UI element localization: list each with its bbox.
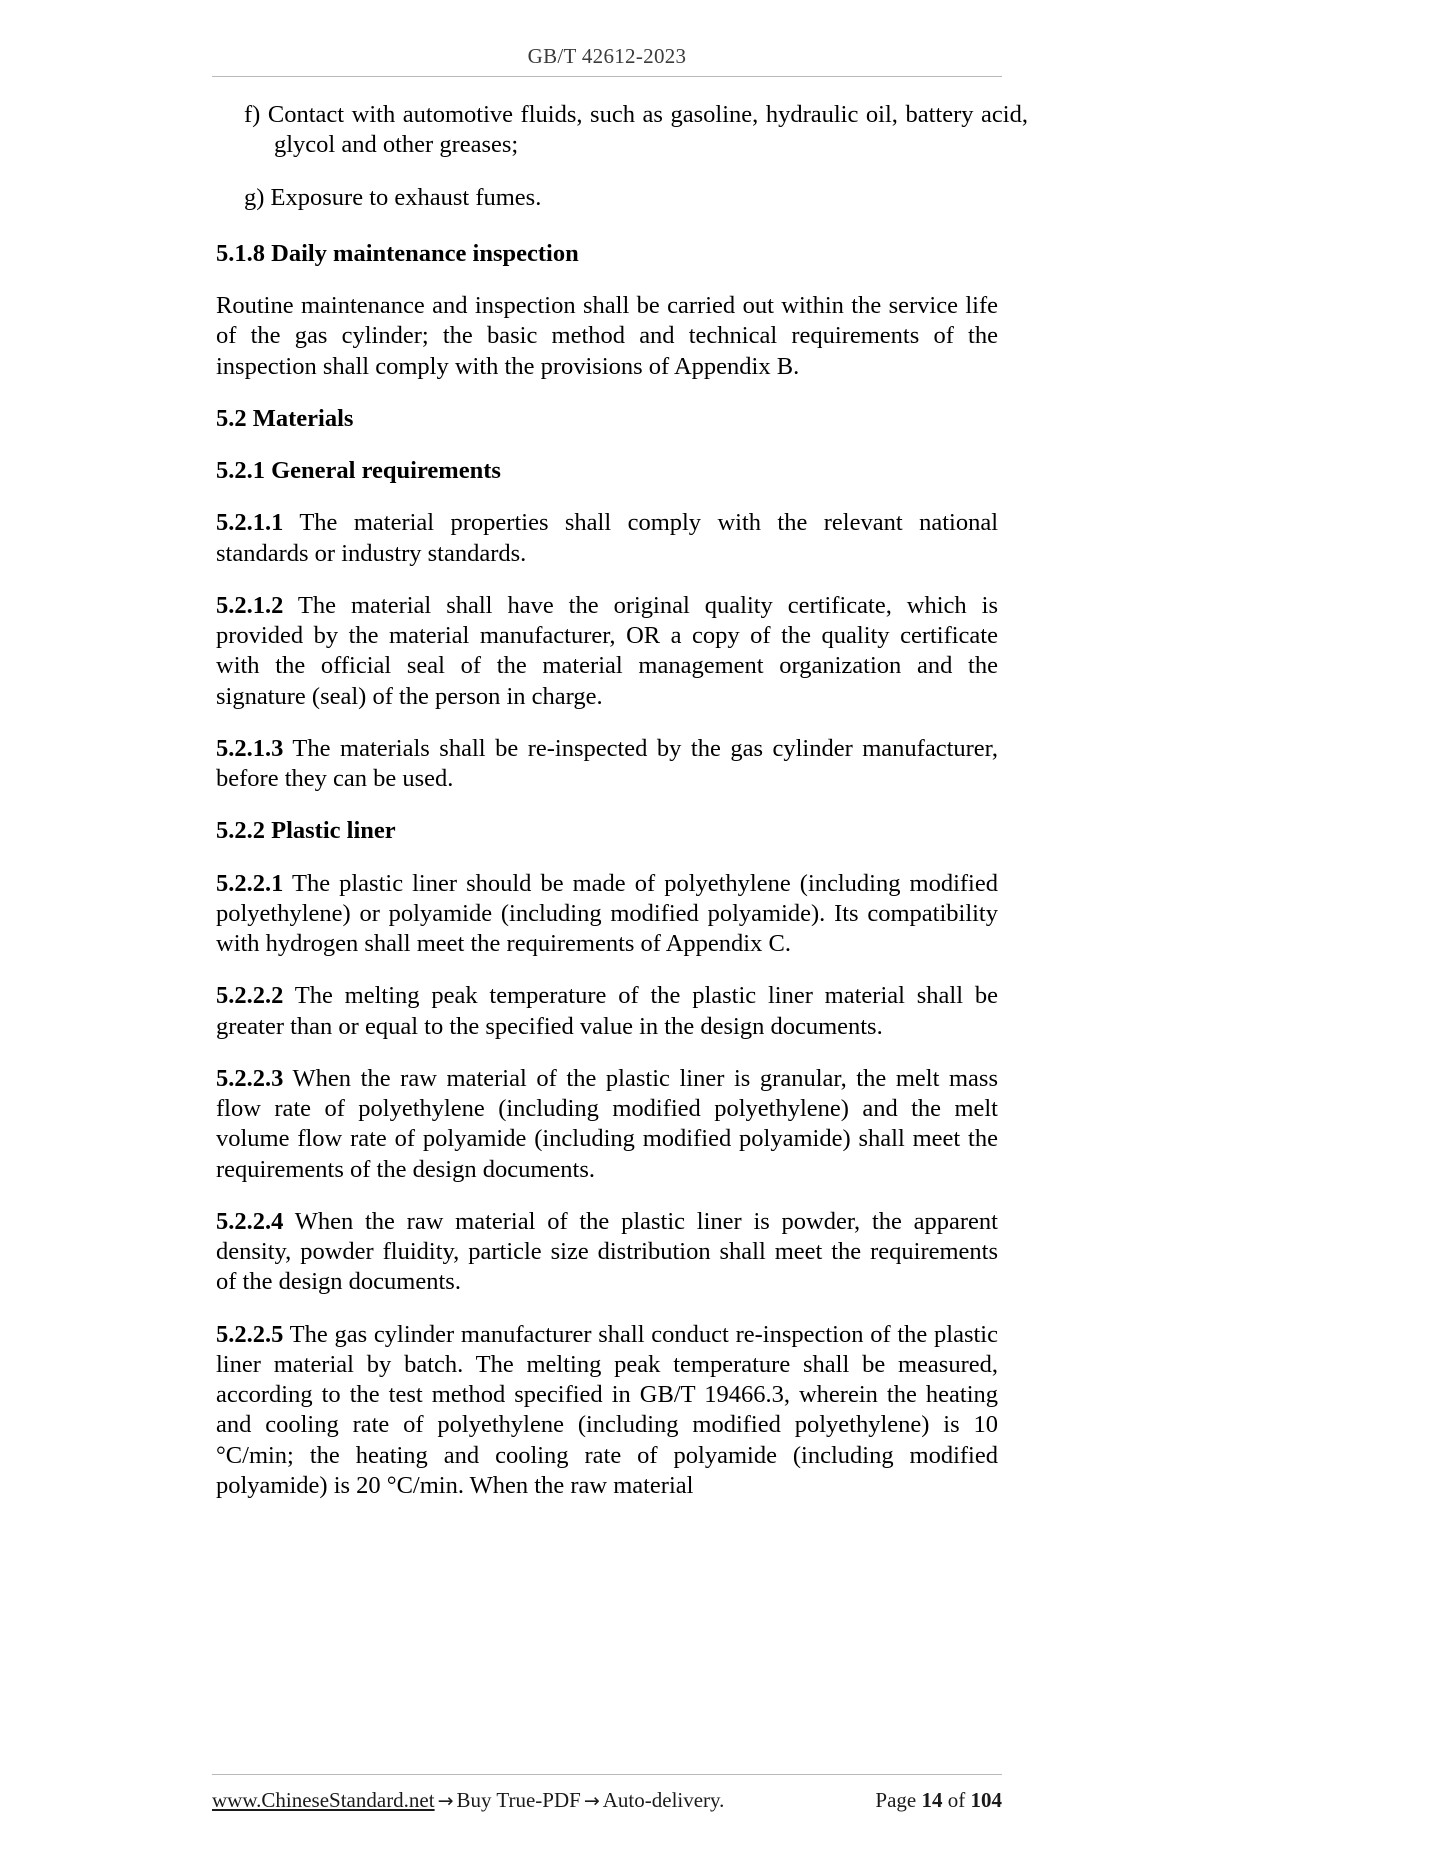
clause-number: 5.2.2.1 bbox=[216, 869, 284, 897]
clause-5-2-2-2 bbox=[216, 981, 998, 1042]
buy-label: Buy True-PDF bbox=[456, 1788, 581, 1812]
clause-number: 5.2.2.4 bbox=[216, 1207, 284, 1235]
clause-text: The gas cylinder manufacturer shall conduct re-inspection of the plastic liner material by batch. The melting peak temperature shall be measured, according to the test method specified in GB/T 19466.3, wherein the heating and cooling rate of polyethylene (including modified polyethylene) is 10 °C/min; the heating and cooling rate of polyamide (including modified polyamide) is 20 °C/min. When the raw material bbox=[216, 1320, 998, 1499]
page-total: 104 bbox=[970, 1788, 1002, 1812]
footer-promo bbox=[212, 1788, 724, 1813]
clause-text: The material properties shall comply with the relevant national standards or industry standards. bbox=[216, 509, 998, 567]
section-heading-5-2: 5.2 Materials bbox=[216, 404, 354, 432]
website-link[interactable]: www.ChineseStandard.net bbox=[212, 1788, 435, 1812]
paragraph-5-1-8: Routine maintenance and inspection shall be carried out within the service life of the gas cylinder; the basic method and technical requirements of the inspection shall comply with the provisions of Appendix B. bbox=[216, 292, 998, 380]
page-header bbox=[212, 44, 1002, 69]
clause-5-2-2-4 bbox=[216, 1207, 998, 1298]
page-of-label: of bbox=[947, 1788, 966, 1812]
delivery-label: Auto-delivery. bbox=[602, 1788, 725, 1812]
clause-number: 5.2.2.5 bbox=[216, 1320, 284, 1348]
footer-divider bbox=[212, 1774, 1002, 1775]
clause-text: When the raw material of the plastic liner is granular, the melt mass flow rate of polyethylene (including modified polyethylene) and the melt volume flow rate of polyamide (including modified polyamide) shall meet the requirements of the design documents. bbox=[216, 1064, 998, 1183]
section-heading-5-1-8: 5.1.8 Daily maintenance inspection bbox=[216, 239, 579, 267]
clause-number: 5.2.1.2 bbox=[216, 591, 284, 619]
clause-5-2-2-5 bbox=[216, 1320, 998, 1502]
clause-5-2-1-2 bbox=[216, 591, 998, 712]
clause-5-2-2-3 bbox=[216, 1064, 998, 1185]
list-item: g) Exposure to exhaust fumes. bbox=[244, 183, 542, 211]
page-indicator bbox=[875, 1788, 1002, 1813]
clause-text: When the raw material of the plastic liner is powder, the apparent density, powder fluidity, particle size distribution shall meet the requirements of the design documents. bbox=[216, 1207, 998, 1296]
section-heading-5-2-2: 5.2.2 Plastic liner bbox=[216, 817, 396, 845]
clause-5-2-1-3 bbox=[216, 734, 998, 795]
section-heading-5-2-1: 5.2.1 General requirements bbox=[216, 457, 501, 484]
clause-text: The melting peak temperature of the plastic liner material shall be greater than or equal to the specified value in the design documents. bbox=[216, 982, 998, 1040]
document-body bbox=[216, 100, 1028, 1523]
page-number: 14 bbox=[921, 1788, 943, 1812]
clause-5-2-2-1 bbox=[216, 869, 998, 960]
clause-text: The material shall have the original quality certificate, which is provided by the material manufacturer, OR a copy of the quality certificate with the official seal of the material management organization and the signature (seal) of the person in charge. bbox=[216, 591, 998, 710]
header-divider bbox=[212, 76, 1002, 77]
page-footer bbox=[212, 1788, 1002, 1813]
clause-5-2-1-1 bbox=[216, 508, 998, 569]
arrow-right-icon: → bbox=[437, 1790, 454, 1812]
page-label: Page bbox=[875, 1788, 917, 1812]
clause-number: 5.2.1.3 bbox=[216, 734, 284, 762]
arrow-right-icon: → bbox=[583, 1790, 600, 1812]
list-item: f) Contact with automotive fluids, such as gasoline, hydraulic oil, battery acid, glycol and other greases; bbox=[244, 101, 1028, 159]
clause-number: 5.2.1.1 bbox=[216, 509, 284, 537]
clause-text: The materials shall be re-inspected by the gas cylinder manufacturer, before they can be used. bbox=[216, 734, 998, 792]
clause-number: 5.2.2.2 bbox=[216, 982, 284, 1010]
clause-number: 5.2.2.3 bbox=[216, 1064, 284, 1092]
clause-text: The plastic liner should be made of polyethylene (including modified polyethylene) or polyamide (including modified polyamide). Its compatibility with hydrogen shall meet the requirements of Appendix C. bbox=[216, 869, 998, 957]
standard-number: GB/T 42612-2023 bbox=[527, 44, 687, 68]
